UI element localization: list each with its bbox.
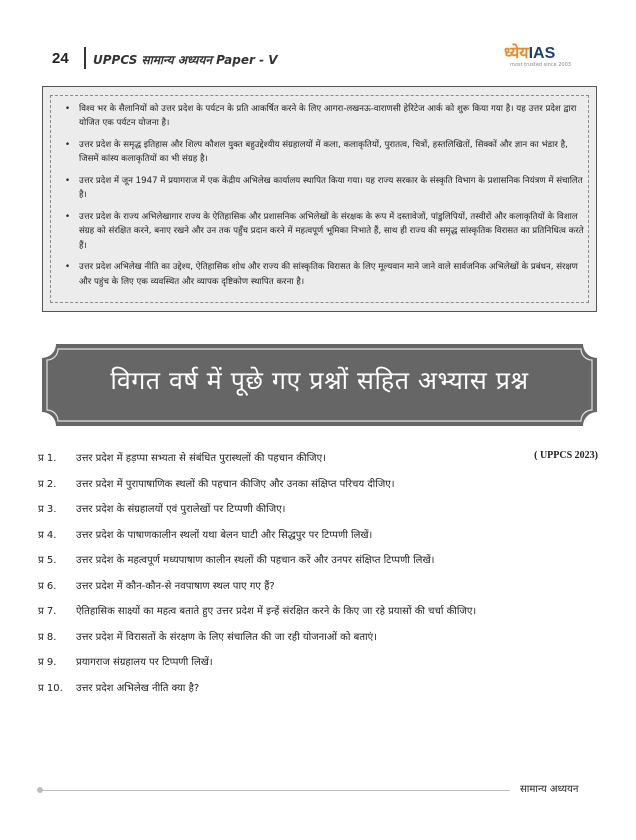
question-item — [38, 654, 600, 670]
footer-rule — [40, 790, 510, 791]
summary-point-text: उत्तर प्रदेश में जून 1947 में प्रयागराज में एक केंद्रीय अभिलेख कार्यालय स्थापित किया गया। यह राज्य सरकार के संस्कृति विभाग के प्रशासनिक नियंत्रण में संचालित है। — [79, 175, 583, 201]
logo-ias-text: IAS — [528, 45, 556, 62]
question-item — [38, 476, 600, 492]
page-number: 24 — [52, 50, 69, 67]
question-text: उत्तर प्रदेश के पाषाणकालीन स्थलों यथा बेलन घाटी और सिद्धपुर पर टिप्पणी लिखें। — [76, 529, 373, 541]
header-title: UPPCS सामान्य अध्ययन Paper - V — [93, 53, 278, 67]
footer-section-label: सामान्य अध्ययन — [520, 784, 579, 795]
summary-point — [65, 102, 585, 131]
question-text: उत्तर प्रदेश में हड़प्पा सभ्यता से संबंधित पुरास्थलों की पहचान कीजिए। — [76, 453, 326, 464]
summary-point — [65, 210, 585, 253]
question-item — [38, 603, 600, 619]
header-divider — [84, 47, 86, 69]
bullet-icon: • — [65, 211, 71, 222]
question-item — [38, 629, 600, 645]
question-item — [38, 578, 600, 594]
summary-point-text: उत्तर प्रदेश के राज्य अभिलेखागार राज्य के ऐतिहासिक और प्रशासनिक अभिलेखों के संरक्षक के रूप में दस्तावेजों, पांडुलिपियों, तस्वीरों और कलाकृतियों के विशाल संग्रह को संरक्षित करने, बनाए रखने और उन तक पहुँच प्रदान करने में महत्वपूर्ण भूमिका निभाते हैं, साथ ही राज्य की समृद्ध सांस्कृतिक विरासत का प्रतिनिधित्व करते हैं। — [79, 211, 584, 251]
logo-tagline: most trusted since 2003 — [510, 62, 571, 68]
question-item — [38, 501, 600, 517]
question-text: उत्तर प्रदेश के संग्रहालयों एवं पुरालेखों पर टिप्पणी कीजिए। — [76, 504, 286, 515]
question-text: ऐतिहासिक साक्ष्यों का महत्व बताते हुए उत्तर प्रदेश में इन्हें संरक्षित करने के किए जा रहे प्रयासों की चर्चा कीजिए। — [76, 606, 477, 617]
question-text: उत्तर प्रदेश में कौन-कौन-से नवपाषाण स्थल पाए गए हैं? — [76, 580, 275, 592]
bullet-icon: • — [65, 262, 71, 273]
bullet-icon: • — [65, 104, 71, 114]
question-number: प्र 8. — [38, 631, 57, 643]
question-text: उत्तर प्रदेश अभिलेख नीति क्या है? — [76, 682, 200, 694]
question-number: प्र 3. — [38, 504, 57, 515]
summary-point-text: विश्व भर के सैलानियों को उत्तर प्रदेश के पर्यटन के प्रति आकर्षित करने के लिए आगरा-लखनऊ-वाराणसी हेरिटेज आर्क को शुरू किया गया है। यह उत्तर प्रदेश द्वारा योजित एक पर्यटन योजना है। — [79, 104, 577, 129]
summary-point — [65, 138, 585, 167]
question-text: उत्तर प्रदेश में पुरापाषाणिक स्थलों की पहचान कीजिए और उनका संक्षिप्त परिचय दीजिए। — [76, 478, 395, 490]
question-item — [38, 552, 600, 568]
question-text: उत्तर प्रदेश में विरासतों के संरक्षण के लिए संचालित की जा रही योजनाओं को बताएं। — [76, 631, 377, 643]
summary-point — [65, 174, 585, 203]
question-text: उत्तर प्रदेश के महत्वपूर्ण मध्यपाषाण कालीन स्थलों की पहचान करें और उनपर संक्षिप्त टिप्पणी लिखें। — [76, 555, 435, 566]
summary-point — [65, 260, 585, 289]
dhyeya-ias-logo — [504, 41, 604, 73]
question-text: प्रयागराज संग्रहालय पर टिप्पणी लिखें। — [76, 657, 213, 668]
question-number: प्र 6. — [38, 580, 57, 592]
bullet-icon: • — [65, 175, 71, 186]
question-number: प्र 4. — [38, 529, 57, 541]
summary-point-text: उत्तर प्रदेश के समृद्ध इतिहास और शिल्प कौशल युक्त बहुउद्देश्यीय संग्रहालयों में कला, कलाकृतियों, पुरातत्व, चित्रों, हस्तलिखितों, सिक्कों और ज्ञान का भंडार है, जिसमें कांस्य कलाकृतियों का भी संग्रह है। — [79, 139, 568, 165]
bullet-icon: • — [65, 139, 71, 150]
question-item — [38, 527, 600, 543]
practice-questions-banner — [42, 344, 597, 426]
question-item — [38, 680, 600, 696]
question-number: प्र 2. — [38, 478, 57, 490]
question-number: प्र 10. — [38, 682, 63, 694]
question-number: प्र 5. — [38, 555, 57, 566]
summary-point-text: उत्तर प्रदेश अभिलेख नीति का उद्देश्य, ऐतिहासिक शोध और राज्य की सांस्कृतिक विरासत के लिए मूल्यवान माने जाने वाले सार्वजनिक अभिलेखों के प्रबंधन, संरक्षण और पहुंच के लिए एक व्यवस्थित और व्यापक दृष्टिकोण स्थापित करना है। — [79, 262, 578, 287]
summary-box — [42, 86, 597, 312]
logo-hindi-text: ध्येय — [504, 43, 529, 62]
summary-box-inner-border — [50, 95, 589, 303]
question-item — [38, 450, 600, 466]
banner-title: विगत वर्ष में पूछे गए प्रश्नों सहित अभ्यास प्रश्न — [110, 366, 529, 395]
question-number: प्र 9. — [38, 657, 57, 668]
question-source-tag: ( UPPCS 2023) — [534, 450, 598, 461]
question-number: प्र 1. — [38, 453, 57, 464]
summary-point-list — [65, 102, 585, 296]
question-number: प्र 7. — [38, 606, 57, 617]
page-header — [0, 0, 636, 72]
